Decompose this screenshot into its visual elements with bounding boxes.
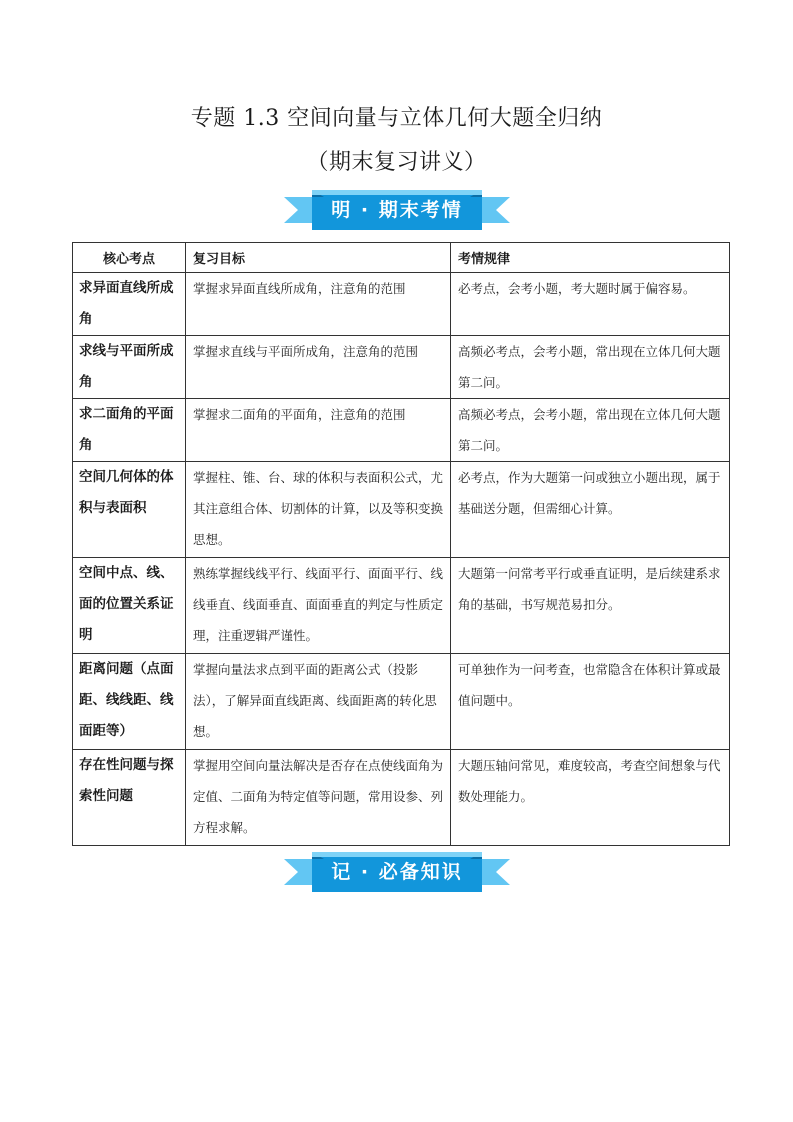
banner-label: 明 · 期末考情 (331, 199, 463, 221)
row-topic: 空间中点、线、面的位置关系证明 (73, 558, 186, 654)
row-topic: 空间几何体的体积与表面积 (73, 462, 186, 558)
row-pattern: 大题第一问常考平行或垂直证明，是后续建系求角的基础，书写规范易扣分。 (451, 558, 730, 654)
page-subtitle: （期末复习讲义） (306, 150, 487, 175)
row-goal: 熟练掌握线线平行、线面平行、面面平行、线线垂直、线面垂直、面面垂直的判定与性质定理，注重逻辑严谨性。 (186, 558, 451, 654)
banner-label: 记 · 必备知识 (331, 861, 463, 883)
row-goal: 掌握柱、锥、台、球的体积与表面积公式，尤其注意组合体、切割体的计算，以及等积变换思想。 (186, 462, 451, 558)
row-topic: 存在性问题与探索性问题 (73, 750, 186, 846)
row-topic: 求线与平面所成角 (73, 336, 186, 399)
row-goal: 掌握求直线与平面所成角，注意角的范围 (186, 336, 451, 399)
row-pattern: 高频必考点，会考小题，常出现在立体几何大题第二问。 (451, 399, 730, 462)
table-row (73, 462, 730, 558)
row-topic: 求异面直线所成角 (73, 273, 186, 336)
header-core-topic: 核心考点 (73, 243, 186, 273)
page-title: 专题 1.3 空间向量与立体几何大题全归纳 (190, 106, 603, 131)
row-pattern: 必考点，会考小题，考大题时属于偏容易。 (451, 273, 730, 336)
row-goal: 掌握求二面角的平面角，注意角的范围 (186, 399, 451, 462)
row-topic: 距离问题（点面距、线线距、线面距等） (73, 654, 186, 750)
table-header-row (73, 243, 730, 273)
exam-review-table (72, 242, 730, 846)
row-goal: 掌握求异面直线所成角，注意角的范围 (186, 273, 451, 336)
table-row (73, 336, 730, 399)
table-row (73, 654, 730, 750)
section-banner-essential-knowledge (284, 852, 510, 892)
row-goal: 掌握用空间向量法解决是否存在点使线面角为定值、二面角为特定值等问题，常用设参、列方程求解。 (186, 750, 451, 846)
row-pattern: 必考点，作为大题第一问或独立小题出现，属于基础送分题，但需细心计算。 (451, 462, 730, 558)
table-row (73, 750, 730, 846)
header-exam-pattern: 考情规律 (451, 243, 730, 273)
row-topic: 求二面角的平面角 (73, 399, 186, 462)
row-pattern: 高频必考点，会考小题，常出现在立体几何大题第二问。 (451, 336, 730, 399)
header-review-goal: 复习目标 (186, 243, 451, 273)
table-row (73, 558, 730, 654)
row-goal: 掌握向量法求点到平面的距离公式（投影法），了解异面直线距离、线面距离的转化思想。 (186, 654, 451, 750)
row-pattern: 大题压轴问常见，难度较高，考查空间想象与代数处理能力。 (451, 750, 730, 846)
section-banner-exam-trends (284, 190, 510, 230)
table-row (73, 399, 730, 462)
row-pattern: 可单独作为一问考查，也常隐含在体积计算或最值问题中。 (451, 654, 730, 750)
table-row (73, 273, 730, 336)
